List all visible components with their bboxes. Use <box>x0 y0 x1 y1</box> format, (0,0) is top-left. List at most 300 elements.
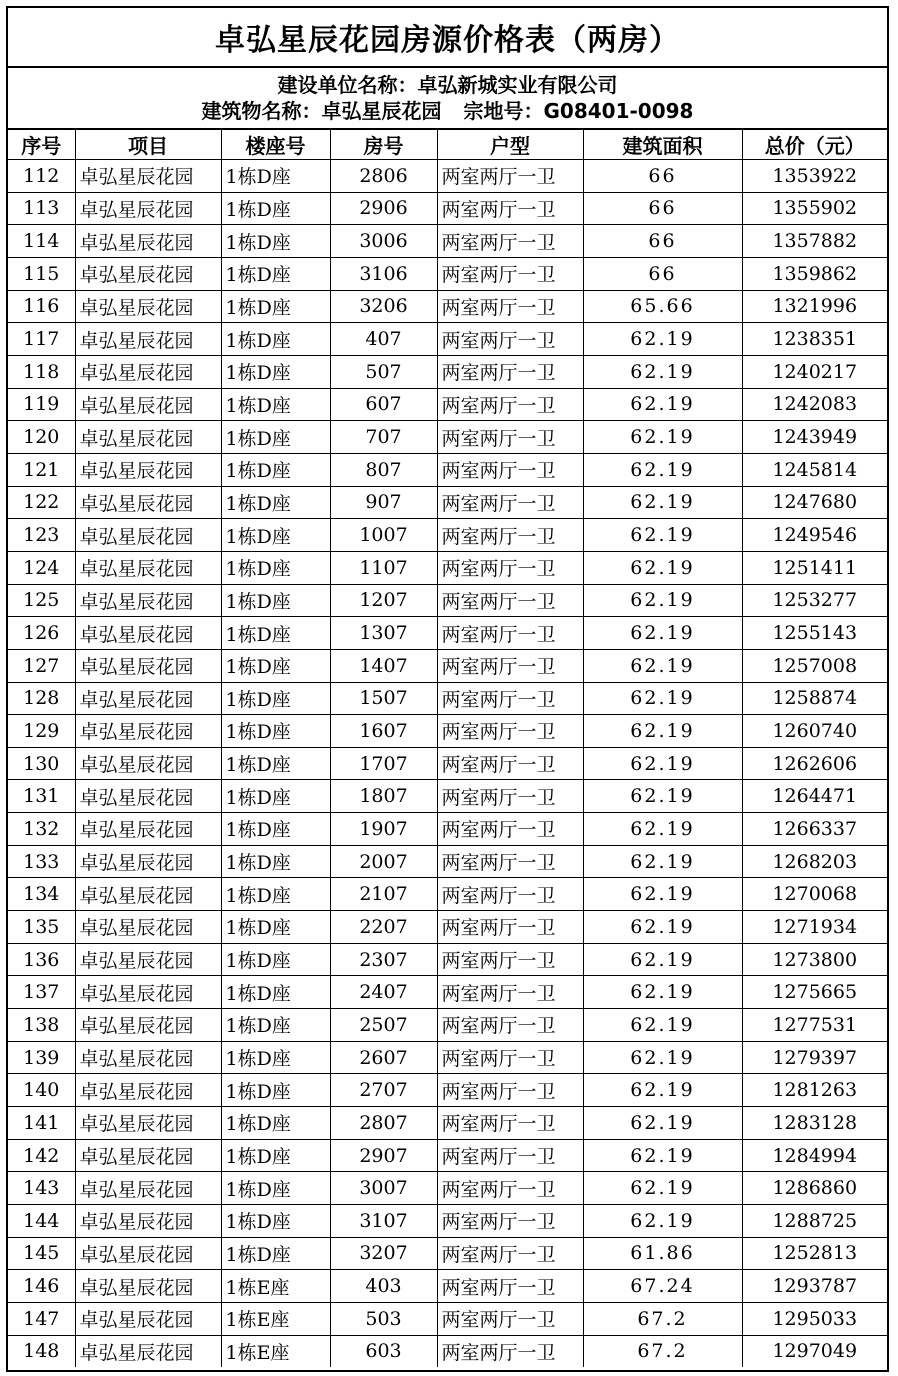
column-header: 建筑面积 <box>583 130 742 160</box>
cell-layout: 两室两厅一卫 <box>437 421 583 454</box>
table-row <box>8 780 887 813</box>
parcel-label: 宗地号：G08401-0098 <box>463 99 694 123</box>
cell-room: 2307 <box>330 943 437 976</box>
table-row <box>8 486 887 519</box>
cell-room: 2907 <box>330 1139 437 1172</box>
table-row <box>8 453 887 486</box>
cell-layout: 两室两厅一卫 <box>437 1302 583 1335</box>
cell-room: 2107 <box>330 878 437 911</box>
cell-index: 116 <box>8 290 75 323</box>
cell-layout: 两室两厅一卫 <box>437 1139 583 1172</box>
cell-room: 3206 <box>330 290 437 323</box>
cell-building: 1栋D座 <box>221 323 330 356</box>
cell-room: 607 <box>330 388 437 421</box>
cell-price: 1279397 <box>742 1041 887 1074</box>
cell-index: 115 <box>8 257 75 290</box>
cell-building: 1栋D座 <box>221 878 330 911</box>
cell-index: 130 <box>8 747 75 780</box>
cell-building: 1栋D座 <box>221 747 330 780</box>
cell-layout: 两室两厅一卫 <box>437 225 583 258</box>
cell-project: 卓弘星辰花园 <box>75 813 221 846</box>
cell-building: 1栋D座 <box>221 421 330 454</box>
cell-building: 1栋D座 <box>221 1139 330 1172</box>
table-row <box>8 747 887 780</box>
cell-project: 卓弘星辰花园 <box>75 1237 221 1270</box>
cell-price: 1245814 <box>742 453 887 486</box>
cell-index: 120 <box>8 421 75 454</box>
cell-price: 1242083 <box>742 388 887 421</box>
cell-price: 1271934 <box>742 911 887 944</box>
table-row <box>8 290 887 323</box>
column-header: 房号 <box>330 130 437 160</box>
cell-project: 卓弘星辰花园 <box>75 911 221 944</box>
cell-project: 卓弘星辰花园 <box>75 715 221 748</box>
cell-layout: 两室两厅一卫 <box>437 911 583 944</box>
cell-layout: 两室两厅一卫 <box>437 290 583 323</box>
cell-price: 1288725 <box>742 1205 887 1238</box>
cell-layout: 两室两厅一卫 <box>437 878 583 911</box>
cell-room: 1307 <box>330 617 437 650</box>
table-row <box>8 878 887 911</box>
table-row <box>8 1270 887 1303</box>
cell-project: 卓弘星辰花园 <box>75 1270 221 1303</box>
table-row <box>8 813 887 846</box>
cell-room: 3006 <box>330 225 437 258</box>
table-row <box>8 649 887 682</box>
cell-room: 3107 <box>330 1205 437 1238</box>
cell-room: 1507 <box>330 682 437 715</box>
cell-room: 2707 <box>330 1074 437 1107</box>
cell-room: 403 <box>330 1270 437 1303</box>
cell-building: 1栋D座 <box>221 257 330 290</box>
cell-room: 1707 <box>330 747 437 780</box>
cell-price: 1359862 <box>742 257 887 290</box>
cell-building: 1栋D座 <box>221 715 330 748</box>
cell-index: 133 <box>8 845 75 878</box>
table-row <box>8 1139 887 1172</box>
cell-price: 1238351 <box>742 323 887 356</box>
table-row <box>8 911 887 944</box>
cell-building: 1栋D座 <box>221 290 330 323</box>
cell-project: 卓弘星辰花园 <box>75 747 221 780</box>
cell-room: 907 <box>330 486 437 519</box>
cell-building: 1栋D座 <box>221 780 330 813</box>
cell-area: 62.19 <box>583 519 742 552</box>
cell-building: 1栋D座 <box>221 845 330 878</box>
cell-index: 126 <box>8 617 75 650</box>
cell-room: 3207 <box>330 1237 437 1270</box>
cell-layout: 两室两厅一卫 <box>437 486 583 519</box>
cell-area: 62.19 <box>583 1172 742 1205</box>
cell-area: 66 <box>583 192 742 225</box>
cell-room: 3007 <box>330 1172 437 1205</box>
cell-building: 1栋D座 <box>221 584 330 617</box>
table-row <box>8 715 887 748</box>
cell-layout: 两室两厅一卫 <box>437 1107 583 1140</box>
table-row <box>8 584 887 617</box>
cell-area: 62.19 <box>583 649 742 682</box>
cell-layout: 两室两厅一卫 <box>437 813 583 846</box>
cell-price: 1281263 <box>742 1074 887 1107</box>
cell-price: 1266337 <box>742 813 887 846</box>
cell-price: 1297049 <box>742 1335 887 1367</box>
cell-project: 卓弘星辰花园 <box>75 290 221 323</box>
cell-area: 62.19 <box>583 845 742 878</box>
cell-price: 1262606 <box>742 747 887 780</box>
cell-layout: 两室两厅一卫 <box>437 355 583 388</box>
cell-price: 1252813 <box>742 1237 887 1270</box>
table-row <box>8 421 887 454</box>
cell-price: 1251411 <box>742 551 887 584</box>
cell-area: 62.19 <box>583 323 742 356</box>
cell-building: 1栋D座 <box>221 1172 330 1205</box>
cell-room: 507 <box>330 355 437 388</box>
cell-room: 603 <box>330 1335 437 1367</box>
cell-project: 卓弘星辰花园 <box>75 160 221 193</box>
cell-project: 卓弘星辰花园 <box>75 682 221 715</box>
cell-price: 1283128 <box>742 1107 887 1140</box>
cell-layout: 两室两厅一卫 <box>437 976 583 1009</box>
cell-building: 1栋D座 <box>221 682 330 715</box>
cell-price: 1321996 <box>742 290 887 323</box>
cell-project: 卓弘星辰花园 <box>75 225 221 258</box>
cell-building: 1栋D座 <box>221 649 330 682</box>
price-table <box>8 130 887 1367</box>
cell-area: 62.19 <box>583 453 742 486</box>
cell-index: 146 <box>8 1270 75 1303</box>
cell-index: 139 <box>8 1041 75 1074</box>
cell-building: 1栋D座 <box>221 551 330 584</box>
column-header: 序号 <box>8 130 75 160</box>
building-label: 建筑物名称：卓弘星辰花园 <box>201 99 442 123</box>
cell-building: 1栋D座 <box>221 519 330 552</box>
table-row <box>8 257 887 290</box>
table-row <box>8 1074 887 1107</box>
cell-layout: 两室两厅一卫 <box>437 257 583 290</box>
cell-project: 卓弘星辰花园 <box>75 649 221 682</box>
cell-area: 62.19 <box>583 1205 742 1238</box>
table-row <box>8 355 887 388</box>
cell-layout: 两室两厅一卫 <box>437 1335 583 1367</box>
cell-room: 807 <box>330 453 437 486</box>
table-row <box>8 225 887 258</box>
cell-layout: 两室两厅一卫 <box>437 780 583 813</box>
cell-room: 503 <box>330 1302 437 1335</box>
cell-area: 62.19 <box>583 355 742 388</box>
column-header: 楼座号 <box>221 130 330 160</box>
cell-room: 2906 <box>330 192 437 225</box>
price-sheet <box>6 6 889 1372</box>
cell-price: 1255143 <box>742 617 887 650</box>
cell-building: 1栋D座 <box>221 1237 330 1270</box>
column-header: 总价（元） <box>742 130 887 160</box>
cell-project: 卓弘星辰花园 <box>75 355 221 388</box>
cell-index: 131 <box>8 780 75 813</box>
cell-index: 117 <box>8 323 75 356</box>
cell-price: 1355902 <box>742 192 887 225</box>
cell-room: 407 <box>330 323 437 356</box>
cell-project: 卓弘星辰花园 <box>75 1139 221 1172</box>
cell-project: 卓弘星辰花园 <box>75 257 221 290</box>
cell-index: 121 <box>8 453 75 486</box>
cell-area: 62.19 <box>583 715 742 748</box>
cell-layout: 两室两厅一卫 <box>437 943 583 976</box>
cell-price: 1243949 <box>742 421 887 454</box>
cell-layout: 两室两厅一卫 <box>437 1074 583 1107</box>
cell-layout: 两室两厅一卫 <box>437 845 583 878</box>
cell-index: 125 <box>8 584 75 617</box>
cell-index: 136 <box>8 943 75 976</box>
cell-index: 140 <box>8 1074 75 1107</box>
cell-building: 1栋D座 <box>221 1009 330 1042</box>
table-row <box>8 519 887 552</box>
table-row <box>8 323 887 356</box>
cell-area: 62.19 <box>583 486 742 519</box>
project-info <box>8 68 887 130</box>
table-row <box>8 1107 887 1140</box>
cell-price: 1353922 <box>742 160 887 193</box>
cell-project: 卓弘星辰花园 <box>75 192 221 225</box>
cell-index: 132 <box>8 813 75 846</box>
cell-room: 2207 <box>330 911 437 944</box>
cell-layout: 两室两厅一卫 <box>437 1172 583 1205</box>
cell-index: 148 <box>8 1335 75 1367</box>
cell-area: 62.19 <box>583 551 742 584</box>
cell-room: 1607 <box>330 715 437 748</box>
cell-price: 1270068 <box>742 878 887 911</box>
table-row <box>8 976 887 1009</box>
cell-room: 1407 <box>330 649 437 682</box>
cell-index: 119 <box>8 388 75 421</box>
cell-building: 1栋E座 <box>221 1270 330 1303</box>
column-header: 户型 <box>437 130 583 160</box>
cell-project: 卓弘星辰花园 <box>75 519 221 552</box>
cell-layout: 两室两厅一卫 <box>437 1009 583 1042</box>
cell-project: 卓弘星辰花园 <box>75 486 221 519</box>
cell-area: 61.86 <box>583 1237 742 1270</box>
cell-index: 113 <box>8 192 75 225</box>
cell-price: 1277531 <box>742 1009 887 1042</box>
cell-layout: 两室两厅一卫 <box>437 160 583 193</box>
table-row <box>8 1172 887 1205</box>
cell-area: 62.19 <box>583 1139 742 1172</box>
cell-layout: 两室两厅一卫 <box>437 192 583 225</box>
cell-index: 127 <box>8 649 75 682</box>
cell-layout: 两室两厅一卫 <box>437 519 583 552</box>
cell-area: 62.19 <box>583 1107 742 1140</box>
cell-project: 卓弘星辰花园 <box>75 1009 221 1042</box>
page-title: 卓弘星辰花园房源价格表（两房） <box>8 8 887 68</box>
cell-building: 1栋D座 <box>221 225 330 258</box>
cell-price: 1295033 <box>742 1302 887 1335</box>
cell-index: 144 <box>8 1205 75 1238</box>
cell-layout: 两室两厅一卫 <box>437 453 583 486</box>
cell-building: 1栋D座 <box>221 160 330 193</box>
cell-layout: 两室两厅一卫 <box>437 388 583 421</box>
cell-index: 145 <box>8 1237 75 1270</box>
cell-price: 1284994 <box>742 1139 887 1172</box>
cell-index: 112 <box>8 160 75 193</box>
cell-building: 1栋D座 <box>221 486 330 519</box>
cell-room: 2807 <box>330 1107 437 1140</box>
cell-room: 3106 <box>330 257 437 290</box>
cell-layout: 两室两厅一卫 <box>437 1205 583 1238</box>
cell-price: 1357882 <box>742 225 887 258</box>
cell-index: 143 <box>8 1172 75 1205</box>
cell-project: 卓弘星辰花园 <box>75 584 221 617</box>
cell-building: 1栋D座 <box>221 911 330 944</box>
cell-project: 卓弘星辰花园 <box>75 1041 221 1074</box>
cell-building: 1栋D座 <box>221 192 330 225</box>
cell-area: 66 <box>583 225 742 258</box>
cell-price: 1293787 <box>742 1270 887 1303</box>
cell-area: 62.19 <box>583 976 742 1009</box>
cell-area: 62.19 <box>583 421 742 454</box>
cell-area: 62.19 <box>583 584 742 617</box>
cell-price: 1258874 <box>742 682 887 715</box>
cell-building: 1栋D座 <box>221 617 330 650</box>
cell-project: 卓弘星辰花园 <box>75 780 221 813</box>
table-row <box>8 1302 887 1335</box>
cell-project: 卓弘星辰花园 <box>75 1172 221 1205</box>
cell-layout: 两室两厅一卫 <box>437 1237 583 1270</box>
cell-price: 1240217 <box>742 355 887 388</box>
table-row <box>8 551 887 584</box>
cell-project: 卓弘星辰花园 <box>75 1302 221 1335</box>
cell-building: 1栋E座 <box>221 1335 330 1367</box>
cell-price: 1275665 <box>742 976 887 1009</box>
cell-index: 118 <box>8 355 75 388</box>
cell-index: 137 <box>8 976 75 1009</box>
cell-room: 1107 <box>330 551 437 584</box>
cell-layout: 两室两厅一卫 <box>437 584 583 617</box>
table-row <box>8 388 887 421</box>
table-row <box>8 1041 887 1074</box>
cell-project: 卓弘星辰花园 <box>75 617 221 650</box>
cell-building: 1栋D座 <box>221 1107 330 1140</box>
cell-area: 62.19 <box>583 943 742 976</box>
cell-index: 129 <box>8 715 75 748</box>
cell-area: 62.19 <box>583 813 742 846</box>
table-row <box>8 1009 887 1042</box>
cell-building: 1栋D座 <box>221 813 330 846</box>
cell-index: 147 <box>8 1302 75 1335</box>
cell-index: 135 <box>8 911 75 944</box>
cell-area: 62.19 <box>583 617 742 650</box>
cell-index: 141 <box>8 1107 75 1140</box>
cell-room: 1007 <box>330 519 437 552</box>
cell-layout: 两室两厅一卫 <box>437 747 583 780</box>
cell-room: 2806 <box>330 160 437 193</box>
cell-index: 142 <box>8 1139 75 1172</box>
cell-price: 1264471 <box>742 780 887 813</box>
cell-area: 62.19 <box>583 878 742 911</box>
cell-building: 1栋D座 <box>221 1074 330 1107</box>
table-row <box>8 845 887 878</box>
cell-index: 124 <box>8 551 75 584</box>
cell-room: 1207 <box>330 584 437 617</box>
cell-layout: 两室两厅一卫 <box>437 1041 583 1074</box>
cell-project: 卓弘星辰花园 <box>75 943 221 976</box>
cell-area: 67.2 <box>583 1335 742 1367</box>
cell-layout: 两室两厅一卫 <box>437 682 583 715</box>
cell-project: 卓弘星辰花园 <box>75 1335 221 1367</box>
cell-layout: 两室两厅一卫 <box>437 617 583 650</box>
cell-price: 1249546 <box>742 519 887 552</box>
cell-index: 114 <box>8 225 75 258</box>
cell-index: 134 <box>8 878 75 911</box>
cell-room: 1807 <box>330 780 437 813</box>
cell-room: 2607 <box>330 1041 437 1074</box>
cell-project: 卓弘星辰花园 <box>75 551 221 584</box>
cell-room: 2507 <box>330 1009 437 1042</box>
cell-project: 卓弘星辰花园 <box>75 845 221 878</box>
cell-index: 128 <box>8 682 75 715</box>
cell-area: 62.19 <box>583 911 742 944</box>
cell-area: 66 <box>583 160 742 193</box>
cell-room: 1907 <box>330 813 437 846</box>
table-row <box>8 943 887 976</box>
column-header: 项目 <box>75 130 221 160</box>
cell-layout: 两室两厅一卫 <box>437 323 583 356</box>
cell-project: 卓弘星辰花园 <box>75 976 221 1009</box>
cell-layout: 两室两厅一卫 <box>437 649 583 682</box>
cell-building: 1栋E座 <box>221 1302 330 1335</box>
cell-building: 1栋D座 <box>221 1205 330 1238</box>
cell-price: 1247680 <box>742 486 887 519</box>
cell-building: 1栋D座 <box>221 355 330 388</box>
cell-layout: 两室两厅一卫 <box>437 551 583 584</box>
table-row <box>8 192 887 225</box>
cell-index: 123 <box>8 519 75 552</box>
cell-building: 1栋D座 <box>221 943 330 976</box>
cell-building: 1栋D座 <box>221 453 330 486</box>
cell-room: 2007 <box>330 845 437 878</box>
cell-area: 62.19 <box>583 1041 742 1074</box>
cell-project: 卓弘星辰花园 <box>75 421 221 454</box>
cell-index: 138 <box>8 1009 75 1042</box>
cell-building: 1栋D座 <box>221 1041 330 1074</box>
cell-project: 卓弘星辰花园 <box>75 878 221 911</box>
cell-price: 1253277 <box>742 584 887 617</box>
cell-layout: 两室两厅一卫 <box>437 715 583 748</box>
table-row <box>8 682 887 715</box>
cell-area: 67.24 <box>583 1270 742 1303</box>
cell-price: 1286860 <box>742 1172 887 1205</box>
cell-project: 卓弘星辰花园 <box>75 1205 221 1238</box>
cell-area: 65.66 <box>583 290 742 323</box>
cell-layout: 两室两厅一卫 <box>437 1270 583 1303</box>
cell-project: 卓弘星辰花园 <box>75 323 221 356</box>
table-row <box>8 1237 887 1270</box>
cell-area: 62.19 <box>583 1009 742 1042</box>
cell-building: 1栋D座 <box>221 388 330 421</box>
cell-project: 卓弘星辰花园 <box>75 453 221 486</box>
cell-price: 1273800 <box>742 943 887 976</box>
cell-price: 1260740 <box>742 715 887 748</box>
table-row <box>8 160 887 193</box>
cell-index: 122 <box>8 486 75 519</box>
cell-room: 2407 <box>330 976 437 1009</box>
table-header-row <box>8 130 887 160</box>
cell-building: 1栋D座 <box>221 976 330 1009</box>
cell-price: 1257008 <box>742 649 887 682</box>
cell-area: 62.19 <box>583 388 742 421</box>
table-row <box>8 1205 887 1238</box>
table-row <box>8 1335 887 1367</box>
cell-area: 67.2 <box>583 1302 742 1335</box>
cell-area: 66 <box>583 257 742 290</box>
